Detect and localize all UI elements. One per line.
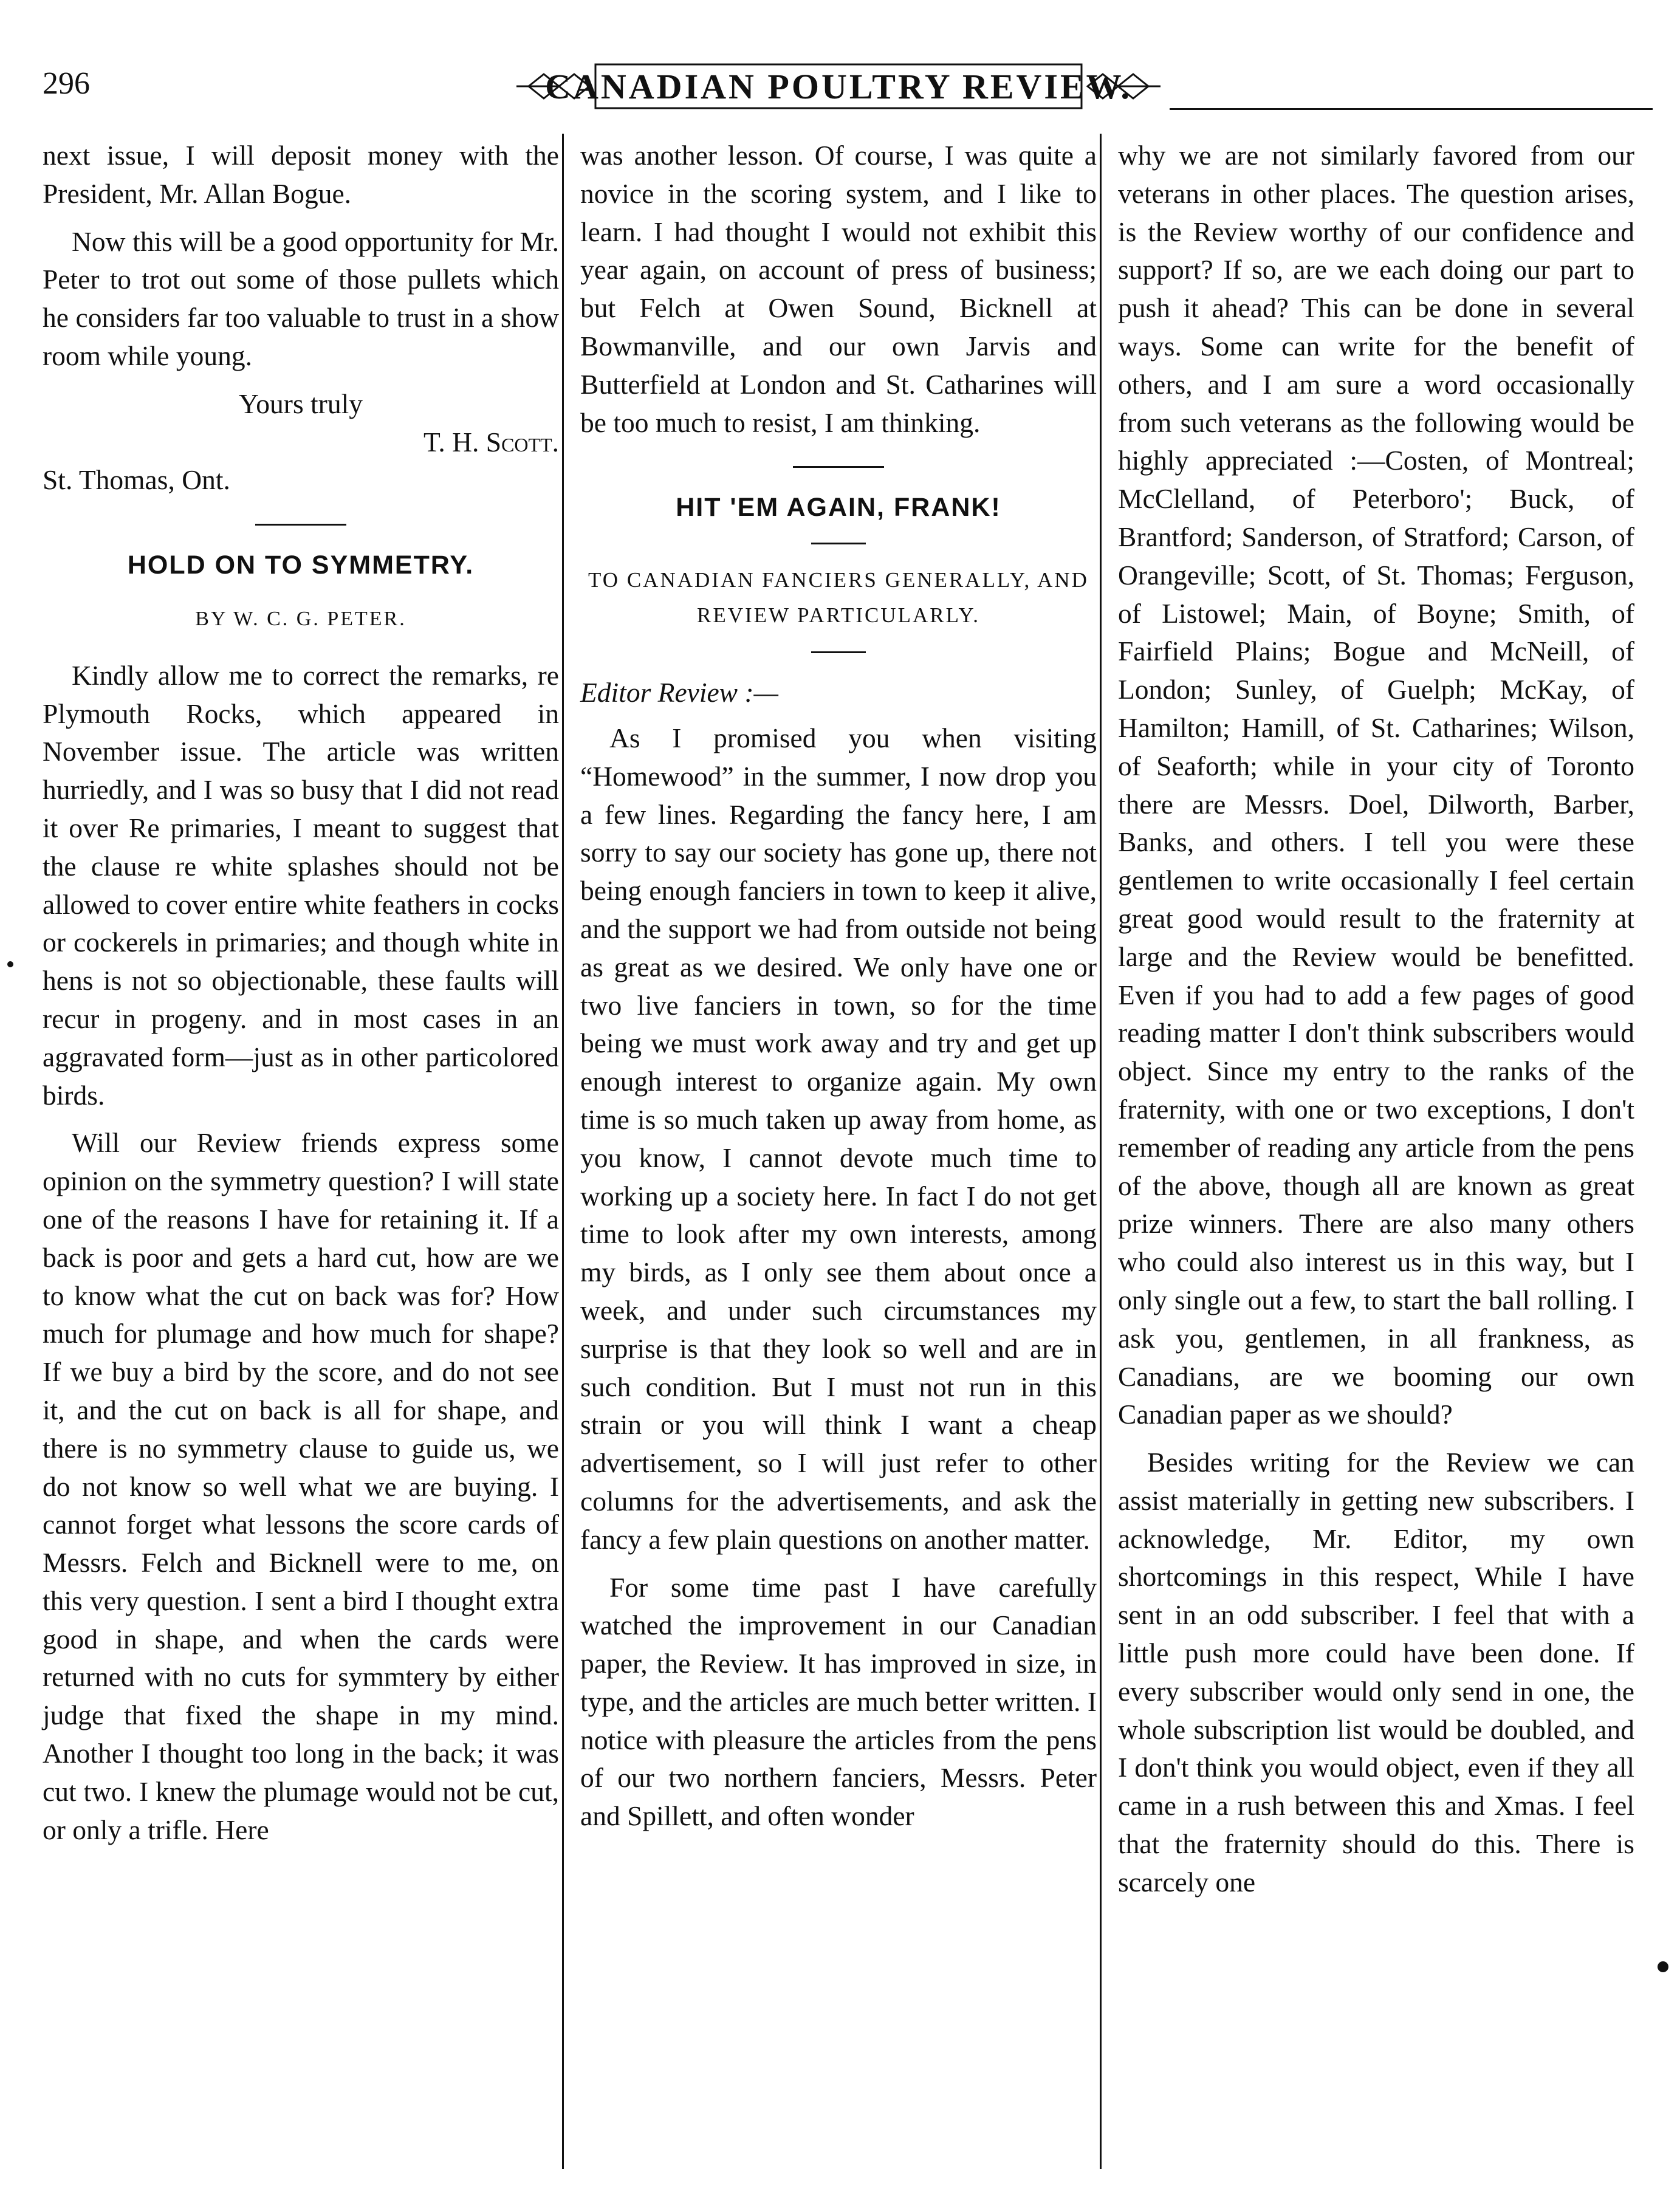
paragraph: Will our Review friends express some opinion on the symmetry question? I will state one of the reasons I have for retaining it. If a back is poor and gets a hard cut, how are we to know what the cut on back was for? How much for plumage and how much for shape? If we buy a bird by the score, and do not see it, and the cut on back is all for shape, and there is no symmetry clause to guide us, we do not know so well what we are buying. I cannot forget what lessons the score cards of Messrs. Felch and Bicknell were to me, on this very question. I sent a bird I thought extra good in shape, and when the cards were returned with no cuts for symmtery by either judge that fixed the shape in my mind. Another I thought too long in the back; it was cut two. I knew the plumage would not be cut, or only a trifle. Here: [43, 1127, 559, 1845]
paragraph: As I promised you when visiting “Homewood” in the summer, I now drop you a few lines. Regarding the fancy here, I am sorry to say our society has gone up, there not being enough fanciers in town to keep it alive, and the support we had from outside not being as great as we desired. We only have one or two live fanciers in town, so for the time being we must work away and try and get up enough interest to organize again. My own time is so much taken up away from home, as you know, I cannot devote much time to working up a society here. In fact I do not get time to look after my own interests, among my birds, as I only see them about once a week, and under such circumstances my surprise is that they look so well and are in such condition. But I must not run in this strain or you will think I want a cheap advertisement, so I will just refer to other columns for the advertisements, and ask the fancy a few plain questions on another matter.: [580, 722, 1097, 1555]
section-rule: [255, 524, 346, 526]
column-1: [43, 137, 559, 1859]
paragraph: Besides writing for the Review we can assist materially in getting new subscribers. I acknowledge, Mr. Editor, my own shortcomings in this respect, While I have sent in an odd subscriber. I feel that with a little push more could have been done. If every subscriber would only send in one, the whole subscription list would be doubled, and I don't think you would object, even if they all came in a rush between this and Xmas. I feel that the fraternity should do this. There is scarcely one: [1118, 1447, 1634, 1898]
paragraph: next issue, I will deposit money with the President, Mr. Allan Bogue.: [43, 140, 559, 209]
article-byline: BY W. C. G. PETER.: [195, 607, 406, 630]
masthead: [516, 56, 1161, 117]
ink-speck: [1658, 1961, 1668, 1972]
section-rule: [811, 651, 866, 653]
masthead-title: CANADIAN POULTRY REVIEW.: [545, 66, 1132, 106]
column-2: [580, 137, 1097, 1845]
paragraph: Now this will be a good opportunity for Mr. Peter to trot out some of those pullets which he considers far too valuable to trust in a show room while young.: [43, 225, 559, 371]
column-divider: [1100, 134, 1102, 2169]
paragraph: Kindly allow me to correct the remarks, re Plymouth Rocks, which appeared in November issue. The article was written hurriedly, and I was so busy that I did not read it over Re primaries, I meant to suggest that the clause re white splashes should not be allowed to cover entire white feathers in cocks or cockerels in primaries; and though white in hens is not so objectionable, these faults will recur in progeny. and in most cases in an aggravated form—just as in other particolored birds.: [43, 659, 559, 1111]
header-rule: [1170, 108, 1653, 110]
article-title: HIT 'EM AGAIN, FRANK!: [676, 493, 1001, 523]
ink-speck: [7, 961, 13, 967]
column-divider: [562, 134, 564, 2169]
article-subtitle: TO CANADIAN FANCIERS GENERALLY, AND REVIEW PARTICULARLY.: [588, 568, 1089, 628]
paragraph: why we are not similarly favored from our veterans in other places. The question arises, is the Review worthy of our confidence and support? If so, are we each doing our part to push it ahead? This can be done in several ways. Some can write for the benefit of others, and I am sure a word occasionally from such veterans as the following would be highly appreciated :—Costen, of Montreal; McClelland, of Peterboro'; Buck, of Brantford; Sanderson, of Stratford; Carson, of Orangeville; Scott, of St. Thomas; Ferguson, of Listowel; Main, of Boyne; Smith, of Fairfield Plains; Bogue and McNeill, of London; Sunley, of Guelph; McKay, of Hamilton; Hamill, of St. Catharines; Wilson, of Seaforth; while in your city of Toronto there are Messrs. Doel, Dilworth, Barber, Banks, and others. I tell you were these gentlemen to write occasionally I feel certain great good would result to the fraternity at large and the Review would be benefitted. Even if you had to add a few pages of good reading matter I don't think subscribers would object. Since my entry to the ranks of the fraternity, with one or two exceptions, I don't remember of reading any article from the pens of the above, though all are known as great prize winners. There are also many others who could also interest us in this way, but I only single out a few, to start the ball rolling. I ask you, gentlemen, in all frankness, as Canadians, are we booming our own Canadian paper as we should?: [1118, 140, 1634, 1430]
section-rule: [793, 466, 884, 468]
letter-place: St. Thomas, Ont.: [43, 464, 230, 496]
page-number: 296: [43, 66, 90, 101]
article-title: HOLD ON TO SYMMETRY.: [127, 550, 475, 580]
letter-signature: T. H. Scott.: [423, 426, 559, 458]
letter-closing: Yours truly: [239, 388, 363, 419]
section-rule: [811, 543, 866, 544]
paragraph: For some time past I have carefully watched the improvement in our Canadian paper, the Review. It has improved in size, in type, and the articles are much better written. I notice with pleasure the articles from the pens of our two northern fanciers, Messrs. Peter and Spillett, and often wonder: [580, 1571, 1097, 1832]
letter-salutation: Editor Review :—: [580, 677, 779, 708]
paragraph: was another lesson. Of course, I was quite a novice in the scoring system, and I like to learn. I had thought I would not exhibit this year again, on account of press of business; but Felch at Owen Sound, Bicknell at Bowmanville, and our own Jarvis and Butterfield at London and St. Catharines will be too much to resist, I am thinking.: [580, 140, 1097, 438]
column-3: [1118, 137, 1634, 1912]
